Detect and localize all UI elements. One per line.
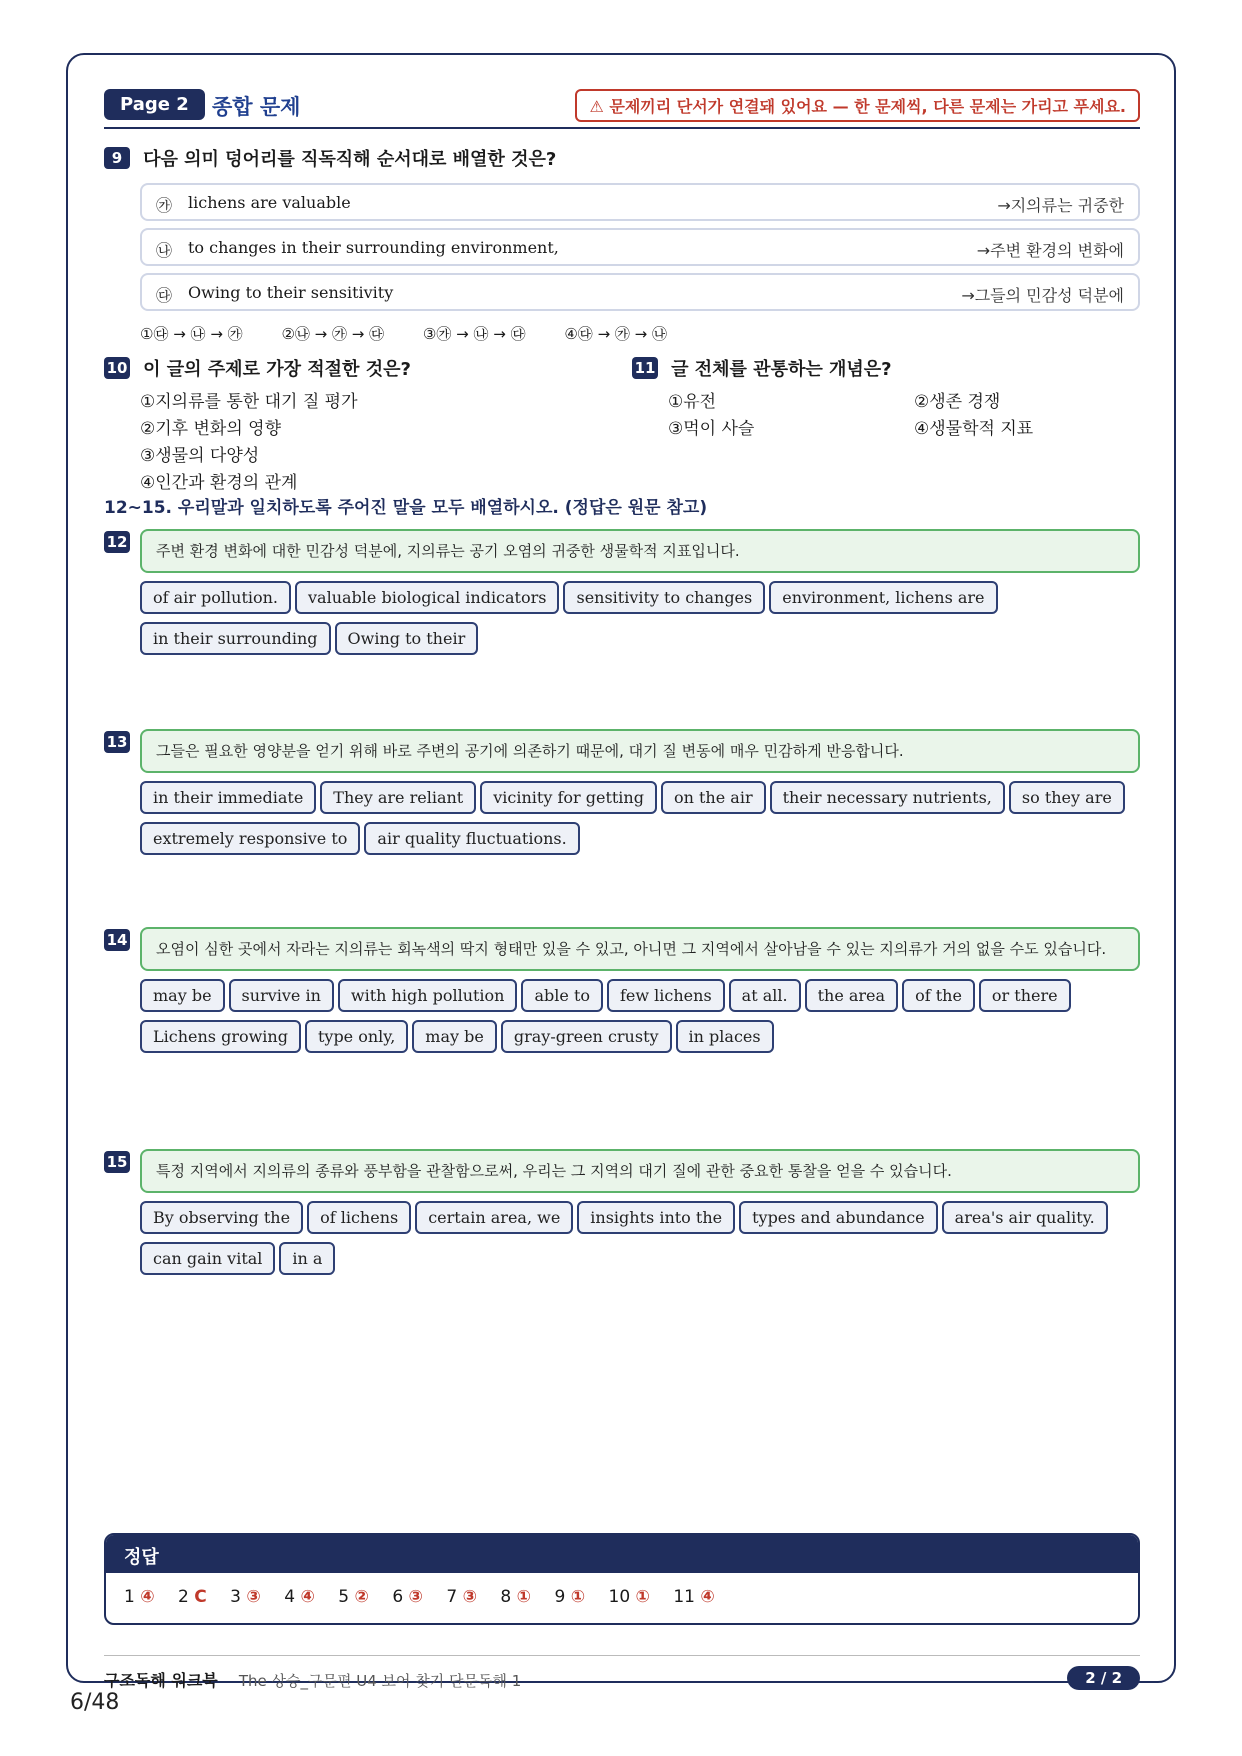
page-content: [104, 89, 1140, 1690]
question-14: [104, 927, 1140, 1061]
word-tile[interactable]: so they are: [1009, 781, 1125, 814]
answer-item: 11 ④: [673, 1587, 715, 1607]
page-badge: Page 2: [104, 89, 205, 120]
footer-description: The 상승_구문편 U4 보어 찾기 단문독해 1: [238, 1672, 522, 1690]
question-11-options: [668, 389, 1132, 443]
answer-key: [104, 1533, 1140, 1625]
korean-sentence: 오염이 심한 곳에서 자라는 지의류는 회녹색의 딱지 형태만 있을 수 있고, 아니면 그 지역에서 살아남을 수 있는 지의류가 거의 없을 수도 있습니다.: [140, 927, 1140, 971]
rearrange-section-heading: 12~15. 우리말과 일치하도록 주어진 말을 모두 배열하시오. (정답은 원문 참고): [104, 498, 708, 518]
word-tile[interactable]: Owing to their: [335, 622, 479, 655]
answer-item: 3 ③: [230, 1587, 261, 1607]
korean-sentence: 그들은 필요한 영양분을 얻기 위해 바로 주변의 공기에 의존하기 때문에, 대기 질 변동에 매우 민감하게 반응합니다.: [140, 729, 1140, 773]
chunk-item: [140, 273, 1140, 311]
chunk-korean: →주변 환경의 변화에: [976, 241, 1124, 260]
question-number: 9: [104, 147, 130, 169]
answer-list: [106, 1573, 1138, 1621]
korean-sentence: 주변 환경 변화에 대한 민감성 덕분에, 지의류는 공기 오염의 귀중한 생물학적 지표입니다.: [140, 529, 1140, 573]
option-4[interactable]: ④생물학적 지표: [914, 419, 1034, 439]
word-tile[interactable]: type only,: [305, 1020, 408, 1053]
word-tile[interactable]: of lichens: [307, 1201, 411, 1234]
page-counter: 6/48: [70, 1690, 120, 1715]
option-1[interactable]: ①㉰ → ㉯ → ㉮: [140, 325, 243, 343]
word-tile[interactable]: air quality fluctuations.: [364, 822, 579, 855]
question-9-options: [140, 323, 701, 344]
chunk-mark: ㉯: [156, 241, 173, 260]
chunk-english: to changes in their surrounding environment,: [188, 238, 559, 257]
word-tile[interactable]: may be: [412, 1020, 497, 1053]
korean-sentence: 특정 지역에서 지의류의 종류와 풍부함을 관찰함으로써, 우리는 그 지역의 대기 질에 관한 중요한 통찰을 얻을 수 있습니다.: [140, 1149, 1140, 1193]
word-tiles: [140, 1201, 1140, 1283]
worksheet-page: [66, 53, 1176, 1690]
chunk-mark: ㉰: [156, 286, 173, 305]
answer-item: 7 ③: [446, 1587, 477, 1607]
word-tile[interactable]: sensitivity to changes: [563, 581, 765, 614]
word-tile[interactable]: They are reliant: [320, 781, 476, 814]
footer-brand: 구조독해 워크북: [104, 1671, 218, 1690]
question-9: [104, 145, 556, 171]
word-tile[interactable]: at all.: [729, 979, 801, 1012]
word-tile[interactable]: may be: [140, 979, 225, 1012]
word-tile[interactable]: valuable biological indicators: [295, 581, 559, 614]
word-tile[interactable]: can gain vital: [140, 1242, 275, 1275]
question-title: 다음 의미 덩어리를 직독직해 순서대로 배열한 것은?: [143, 149, 557, 170]
question-number: 14: [104, 929, 130, 951]
word-tile[interactable]: area's air quality.: [942, 1201, 1108, 1234]
chunk-korean: →그들의 민감성 덕분에: [961, 286, 1124, 305]
answer-item: 10 ①: [608, 1587, 650, 1607]
question-13: [104, 729, 1140, 863]
meaning-chunks: [140, 183, 1140, 318]
option-2[interactable]: ②기후 변화의 영향: [140, 419, 282, 439]
page-indicator: 2 / 2: [1067, 1666, 1140, 1690]
option-1[interactable]: ①유전: [668, 392, 717, 412]
word-tile[interactable]: types and abundance: [739, 1201, 938, 1234]
word-tile[interactable]: certain area, we: [415, 1201, 573, 1234]
question-title: 이 글의 주제로 가장 적절한 것은?: [143, 359, 411, 380]
word-tiles: [140, 581, 1140, 663]
option-3[interactable]: ③㉮ → ㉯ → ㉰: [422, 325, 526, 343]
chunk-mark: ㉮: [156, 196, 173, 215]
word-tile[interactable]: on the air: [661, 781, 766, 814]
option-2[interactable]: ②㉯ → ㉮ → ㉰: [281, 325, 385, 343]
word-tile[interactable]: in their surrounding: [140, 622, 331, 655]
word-tile[interactable]: their necessary nutrients,: [770, 781, 1005, 814]
option-3[interactable]: ③생물의 다양성: [140, 446, 260, 466]
chunk-korean: →지의류는 귀중한: [997, 196, 1124, 215]
word-tiles: [140, 979, 1140, 1061]
answer-item: 2 C: [178, 1587, 207, 1607]
question-10-options: [140, 389, 604, 497]
option-1[interactable]: ①지의류를 통한 대기 질 평가: [140, 392, 358, 412]
chunk-english: Owing to their sensitivity: [188, 283, 394, 302]
question-15: [104, 1149, 1140, 1283]
word-tile[interactable]: environment, lichens are: [769, 581, 997, 614]
chunk-item: [140, 228, 1140, 266]
answer-key-title: 정답: [106, 1535, 1138, 1573]
word-tile[interactable]: survive in: [229, 979, 334, 1012]
question-title: 글 전체를 관통하는 개념은?: [671, 359, 892, 380]
word-tile[interactable]: in their immediate: [140, 781, 316, 814]
question-11: [632, 355, 1132, 443]
question-12: [104, 529, 1140, 663]
word-tile[interactable]: the area: [805, 979, 898, 1012]
answer-item: 9 ①: [554, 1587, 586, 1607]
word-tile[interactable]: with high pollution: [338, 979, 518, 1012]
answer-item: 8 ①: [500, 1587, 532, 1607]
question-number: 13: [104, 731, 130, 753]
answer-item: 4 ④: [284, 1587, 315, 1607]
option-3[interactable]: ③먹이 사슬: [668, 419, 755, 439]
section-title: 종합 문제: [212, 95, 301, 119]
word-tile[interactable]: of the: [902, 979, 975, 1012]
word-tile[interactable]: insights into the: [577, 1201, 735, 1234]
word-tile[interactable]: Lichens growing: [140, 1020, 301, 1053]
word-tile[interactable]: able to: [521, 979, 603, 1012]
option-2[interactable]: ②생존 경쟁: [914, 392, 1001, 412]
answer-item: 1 ④: [124, 1587, 155, 1607]
page-footer: [104, 1655, 1140, 1698]
answer-item: 5 ②: [338, 1587, 369, 1607]
option-4[interactable]: ④인간과 환경의 관계: [140, 473, 298, 493]
word-tile[interactable]: extremely responsive to: [140, 822, 360, 855]
word-tiles: [140, 781, 1140, 863]
word-tile[interactable]: gray-green crusty: [501, 1020, 672, 1053]
word-tile[interactable]: or there: [979, 979, 1071, 1012]
word-tile[interactable]: in places: [676, 1020, 774, 1053]
question-number: 10: [104, 357, 130, 379]
chunk-item: [140, 183, 1140, 221]
word-tile[interactable]: vicinity for getting: [480, 781, 657, 814]
page-header: [104, 89, 1140, 129]
question-number: 12: [104, 531, 130, 553]
question-number: 11: [632, 357, 658, 379]
question-10: [104, 355, 604, 497]
word-tile[interactable]: By observing the: [140, 1201, 303, 1234]
option-4[interactable]: ④㉰ → ㉮ → ㉯: [564, 325, 668, 343]
answer-item: 6 ③: [392, 1587, 423, 1607]
chunk-english: lichens are valuable: [188, 193, 351, 212]
warning-notice: ⚠ 문제끼리 단서가 연결돼 있어요 — 한 문제씩, 다른 문제는 가리고 푸세요.: [575, 89, 1140, 122]
word-tile[interactable]: few lichens: [607, 979, 725, 1012]
word-tile[interactable]: of air pollution.: [140, 581, 291, 614]
word-tile[interactable]: in a: [279, 1242, 335, 1275]
question-number: 15: [104, 1151, 130, 1173]
